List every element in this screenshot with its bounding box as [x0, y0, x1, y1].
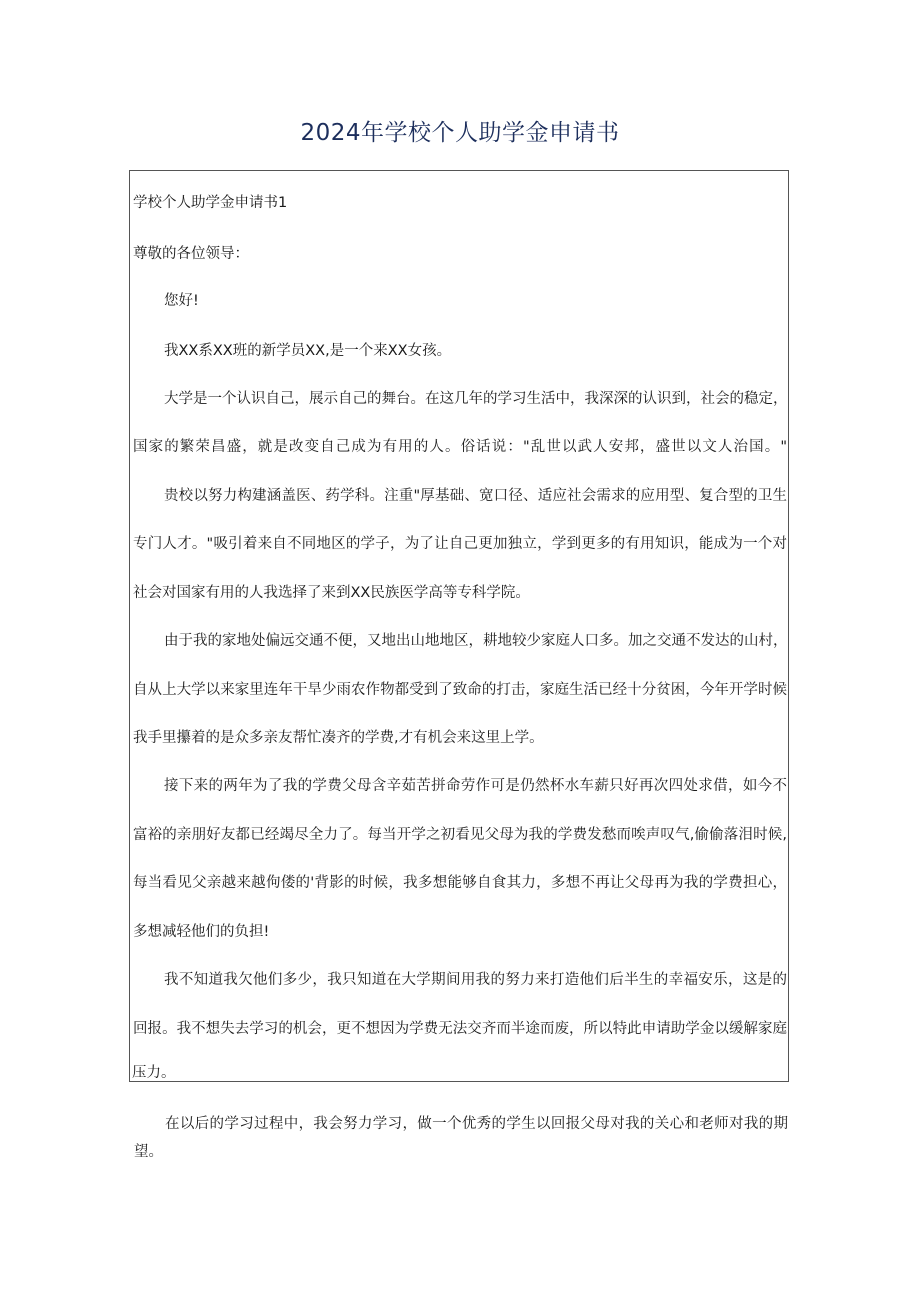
- paragraph-line: 自从上大学以来家里连年干旱少雨农作物都受到了致命的打击，家庭生活已经十分贫困，今年开学时候: [133, 682, 787, 698]
- letter-heading: 学校个人助学金申请书1: [133, 195, 288, 211]
- letter-frame: [129, 170, 789, 1082]
- paragraph-line: 专门人才。"吸引着来自不同地区的学子，为了让自己更加独立，学到更多的有用知识，能成为一个对: [133, 536, 787, 552]
- paragraph-line: 由于我的家地处偏远交通不便，又地出山地地区，耕地较少家庭人口多。加之交通不发达的山村，: [164, 633, 787, 649]
- paragraph-line: 接下来的两年为了我的学费父母含辛茹苦拼命劳作可是仍然杯水车薪只好再次四处求借，如今不: [164, 778, 787, 794]
- paragraph-line: 望。: [134, 1144, 163, 1160]
- paragraph-line: 国家的繁荣昌盛，就是改变自己成为有用的人。俗话说："乱世以武人安邦，盛世以文人治国。": [133, 439, 787, 455]
- paragraph-line: 贵校以努力构建涵盖医、药学科。注重"厚基础、宽口径、适应社会需求的应用型、复合型的卫生: [164, 488, 787, 504]
- paragraph-line: 回报。我不想失去学习的机会，更不想因为学费无法交齐而半途而废，所以特此申请助学金以缓解家庭: [133, 1021, 787, 1037]
- paragraph-line: 每当看见父亲越来越佝偻的'背影的时候，我多想能够自食其力，多想不再让父母再为我的学费担心，: [133, 875, 787, 891]
- paragraph-line: 我不知道我欠他们多少，我只知道在大学期间用我的努力来打造他们后半生的幸福安乐，这是的: [164, 972, 787, 988]
- paragraph-line: 社会对国家有用的人我选择了来到XX民族医学高等专科学院。: [133, 585, 530, 601]
- paragraph-line: 我手里攥着的是众多亲友帮忙凑齐的学费,才有机会来这里上学。: [133, 730, 544, 746]
- paragraph-line: 大学是一个认识自己，展示自己的舞台。在这几年的学习生活中，我深深的认识到，社会的稳定，: [164, 391, 787, 407]
- paragraph-intro: 我XX系XX班的新学员XX,是一个来XX女孩。: [164, 343, 452, 359]
- paragraph-line: 压力。: [132, 1065, 176, 1081]
- paragraph-line: 富裕的亲朋好友都已经竭尽全力了。每当开学之初看见父母为我的学费发愁而唉声叹气,偷偷落泪时候,: [133, 827, 787, 843]
- greeting: 您好!: [164, 293, 199, 309]
- document-title: 2024年学校个人助学金申请书: [300, 120, 620, 146]
- salutation: 尊敬的各位领导：: [133, 246, 249, 262]
- paragraph-line: 在以后的学习过程中，我会努力学习，做一个优秀的学生以回报父母对我的关心和老师对我的期: [165, 1116, 788, 1132]
- paragraph-line: 多想减轻他们的负担!: [133, 924, 270, 940]
